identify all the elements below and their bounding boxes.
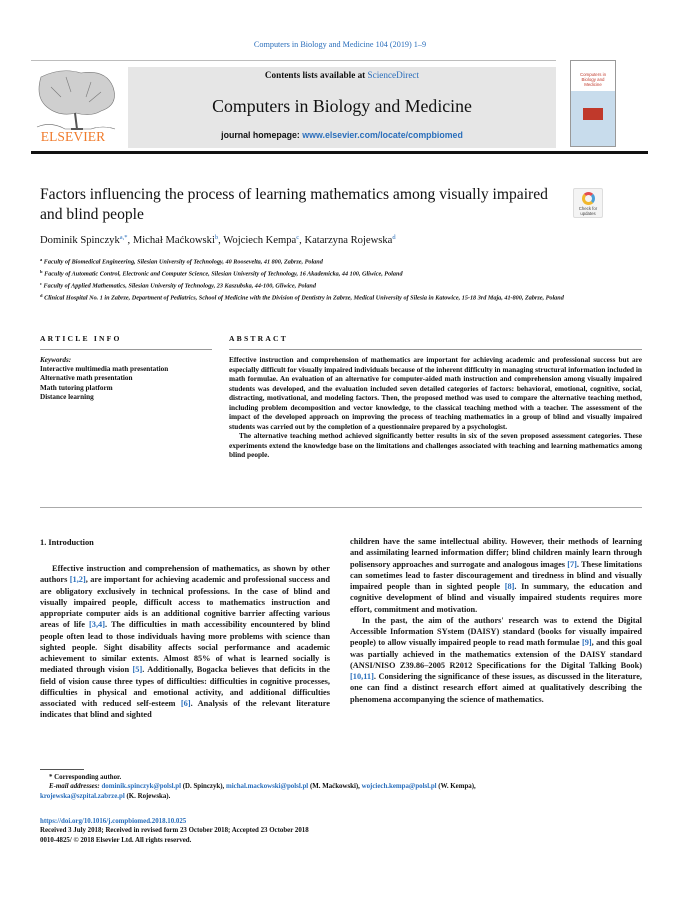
homepage-prefix: journal homepage: xyxy=(221,130,303,140)
crossmark-label: Check for updates xyxy=(578,206,598,216)
affiliation-list xyxy=(40,255,600,303)
journal-cover-thumbnail[interactable] xyxy=(570,60,616,147)
citation-link[interactable]: [1,2] xyxy=(69,575,86,585)
keyword-item: Interactive multimedia math presentation xyxy=(40,365,169,374)
article-title: Factors influencing the process of learning mathematics among visually impaired and blind people xyxy=(40,186,548,223)
email-link[interactable]: krojewska@szpital.zabrze.pl xyxy=(40,792,125,800)
body-text: Effective instruction and comprehension of mathematics, as shown by other authors xyxy=(40,564,330,585)
homepage-line xyxy=(128,130,556,140)
author-name[interactable]: Michał Maćkowski xyxy=(132,235,215,246)
body-paragraph xyxy=(350,536,642,615)
author-affiliation-sup[interactable]: b xyxy=(214,234,219,241)
author-name[interactable]: Wojciech Kempa xyxy=(223,235,297,246)
abstract-heading: ABSTRACT xyxy=(229,334,288,343)
body-text: . These limitations can sometimes lead to faster discouragement and tiredness in blind and visually impaired people than in sighted people xyxy=(350,559,642,591)
abstract-body xyxy=(229,355,642,460)
affiliation-item xyxy=(40,255,600,267)
author-separator: , xyxy=(218,235,224,246)
body-paragraph xyxy=(40,563,330,721)
citation-link[interactable]: [7] xyxy=(567,559,577,569)
citation-link[interactable]: [9] xyxy=(581,638,592,648)
abstract-paragraph: The alternative teaching method achieved significantly better results in six of the seven proposed assessment categories. These experiments extend the knowledge base on the limitations and challenges associated with teaching and learning mathematics among blind people. xyxy=(229,431,642,460)
author-list xyxy=(40,234,600,246)
body-text: , and this goal was partially achieved in the mathematics extension of the DAISY standard (ANSI/NISO Z39.86–2005 R2012 Specifications for the Digital Talking Book) xyxy=(350,638,642,670)
abstract-paragraph: Effective instruction and comprehension of mathematics are important for achieving academic and professional success but are especially difficult for visually impaired individuals because of the inherent difficulty in managing structural information included in math formulae. An evaluation of an alternative for computer-aided math instruction and comprehension among visually impaired students was developed, and the evaluation included seven detailed categories of factors: behavioral, emotional, cognitive, social, distracting, motivational, and modeling factors. Then, the proposed method was used to compare the alternative teaching method, including problem decomposition and vector knowledge, to the classical teaching method with a teacher. The assessment of the impact of the developed approach on improving the process of teaching mathematics in a group of blind and visually impaired students was carried out by the completion of a questionnaire prepared by a psychologist. xyxy=(229,355,642,431)
email-addresses xyxy=(40,782,640,801)
affiliation-item xyxy=(40,267,600,279)
article-info-heading: ARTICLE INFO xyxy=(40,334,122,343)
copyright-line: 0010-4825/ © 2018 Elsevier Ltd. All rights reserved. xyxy=(40,836,192,844)
keywords-label: Keywords: xyxy=(40,356,72,364)
homepage-link[interactable]: www.elsevier.com/locate/compbiomed xyxy=(302,130,463,140)
abstract-divider xyxy=(229,349,642,350)
keyword-item: Math tutoring platform xyxy=(40,383,113,392)
elsevier-wordmark: ELSEVIER xyxy=(40,129,106,144)
crossmark-icon xyxy=(582,192,595,205)
author-name[interactable]: Dominik Spinczyk xyxy=(40,235,120,246)
citation-link[interactable]: [5] xyxy=(132,665,143,675)
author-affiliation-sup[interactable]: a,* xyxy=(119,234,128,241)
email-link[interactable]: wojciech.kempa@polsl.pl xyxy=(361,783,437,791)
contents-line xyxy=(128,70,556,80)
body-text: In the past, the aim of the authors' research was to extend the Digital Accessible Information SYstem (DAISY) standard (books for visually impaired people) to allow visually impaired people to read math formulae xyxy=(350,615,642,648)
received-dates: Received 3 July 2018; Received in revised form 23 October 2018; Accepted 23 October 2018 xyxy=(40,827,309,835)
affiliation-key: c xyxy=(40,281,42,287)
cover-image-icon xyxy=(583,108,603,120)
body-text: . Additionally, Bogacka believes that deficits in the field of vision cause three types of difficulties: difficulties in cognitive processes, difficulties in physical and emotional activity, and additional difficulties associated with reduced self-esteem xyxy=(40,665,330,708)
body-text: . In summary, the education and cognitive development of blind and visually impaired students requires more effort, commitment and motivation. xyxy=(350,582,642,614)
citation-link[interactable]: [3,4] xyxy=(89,620,105,630)
author-name[interactable]: Katarzyna Rojewska xyxy=(304,235,393,246)
article-info-divider xyxy=(40,349,212,350)
body-text: children have the same intellectual ability. However, their methods of learning and assimilating learned information differ; blind children mainly learn through polisensory approaches and surrogate and analogous images xyxy=(350,537,642,569)
abstract-bottom-divider xyxy=(40,507,642,508)
affiliation-text: Clinical Hospital No. 1 in Zabrze, Department of Pediatrics, School of Medicine with the Division of Dentistry in Zabrze, Medical University of Silesia in Katowice, 15-18 3rd Maja, 41-800, Zabrze, Poland xyxy=(44,294,564,302)
footnotes xyxy=(40,773,640,801)
sciencedirect-link[interactable]: ScienceDirect xyxy=(367,70,420,80)
email-owner: (K. Rojewska). xyxy=(124,792,171,800)
affiliation-text: Faculty of Automatic Control, Electronic and Computer Science, Silesian University of Technology, 16 Akademicka, 44 100, Gliwice, Poland xyxy=(44,270,403,278)
running-head[interactable]: Computers in Biology and Medicine 104 (2019) 1–9 xyxy=(253,40,427,49)
body-column-left xyxy=(40,563,330,721)
contents-prefix: Contents lists available at xyxy=(264,70,368,80)
affiliation-key: d xyxy=(40,293,43,299)
doi-link[interactable]: https://doi.org/10.1016/j.compbiomed.2018.10.025 xyxy=(40,818,187,825)
affiliation-text: Faculty of Applied Mathematics, Silesian University of Technology, 23 Kaszubska, 44-100, Gliwice, Poland xyxy=(43,282,316,290)
author-affiliation-sup[interactable]: d xyxy=(392,234,396,241)
citation-link[interactable]: [10,11] xyxy=(350,672,374,681)
affiliation-text: Faculty of Biomedical Engineering, Silesian University of Technology, 40 Roosevelta, 41 800, Zabrze, Poland xyxy=(43,258,323,266)
keyword-item: Distance learning xyxy=(40,392,94,401)
author-affiliation-sup[interactable]: c xyxy=(296,234,300,241)
email-owner: (M. Maćkowski), xyxy=(308,783,362,791)
keyword-item: Alternative math presentation xyxy=(40,374,133,383)
body-paragraph xyxy=(350,615,642,705)
email-link[interactable]: michal.mackowski@polsl.pl xyxy=(226,783,309,791)
header-thick-divider xyxy=(31,151,648,154)
affiliation-key: a xyxy=(40,257,43,262)
citation-link[interactable]: [8] xyxy=(504,582,515,591)
affiliation-key: b xyxy=(40,269,43,275)
email-owner: (W. Kempa), xyxy=(436,783,476,791)
corresponding-author-note: * Corresponding author. xyxy=(49,774,122,781)
email-link[interactable]: dominik.spinczyk@polsl.pl xyxy=(101,783,182,791)
journal-name: Computers in Biology and Medicine xyxy=(212,96,472,116)
body-column-right xyxy=(350,536,642,705)
body-text: . Considering the significance of these issues, as discussed in the literature, one can find a distinct research effort aimed at qualitatively describing the phenomena accompanying the science of mathematics. xyxy=(350,672,642,704)
email-owner: (D. Spinczyk), xyxy=(181,783,226,791)
author-separator: , xyxy=(127,235,133,246)
publication-info xyxy=(40,817,640,845)
section-heading-introduction: 1. Introduction xyxy=(40,538,94,547)
body-text: . The difficulties in math accessibility encountered by blind people often lead to those individuals having more problems with science than sighted people. Sight disability affects social performance and academic achievement to similar extents. Almost 85% of what is learned socially is mediated through vision xyxy=(40,620,330,675)
body-text: , are important for achieving academic and professional success and are obligatory exclusively in technical professions. In the case of blind and visually impaired people, difficult access to mathematics instruction and appropriate computer aids is an additional cognitive barrier affecting various areas of life xyxy=(40,575,330,630)
email-label: E-mail addresses: xyxy=(49,783,102,791)
cover-title: Computers in Biology and Medicine xyxy=(579,72,607,87)
check-for-updates-button[interactable] xyxy=(573,188,603,218)
footnote-divider xyxy=(40,769,84,770)
citation-link[interactable]: [6] xyxy=(180,699,191,708)
affiliation-item xyxy=(40,279,600,291)
keywords-block xyxy=(40,356,220,402)
top-divider xyxy=(31,60,556,61)
body-text: . Analysis of the relevant literature indicates that blind and sighted xyxy=(40,699,330,720)
affiliation-item xyxy=(40,291,600,303)
author-separator: , xyxy=(299,235,305,246)
